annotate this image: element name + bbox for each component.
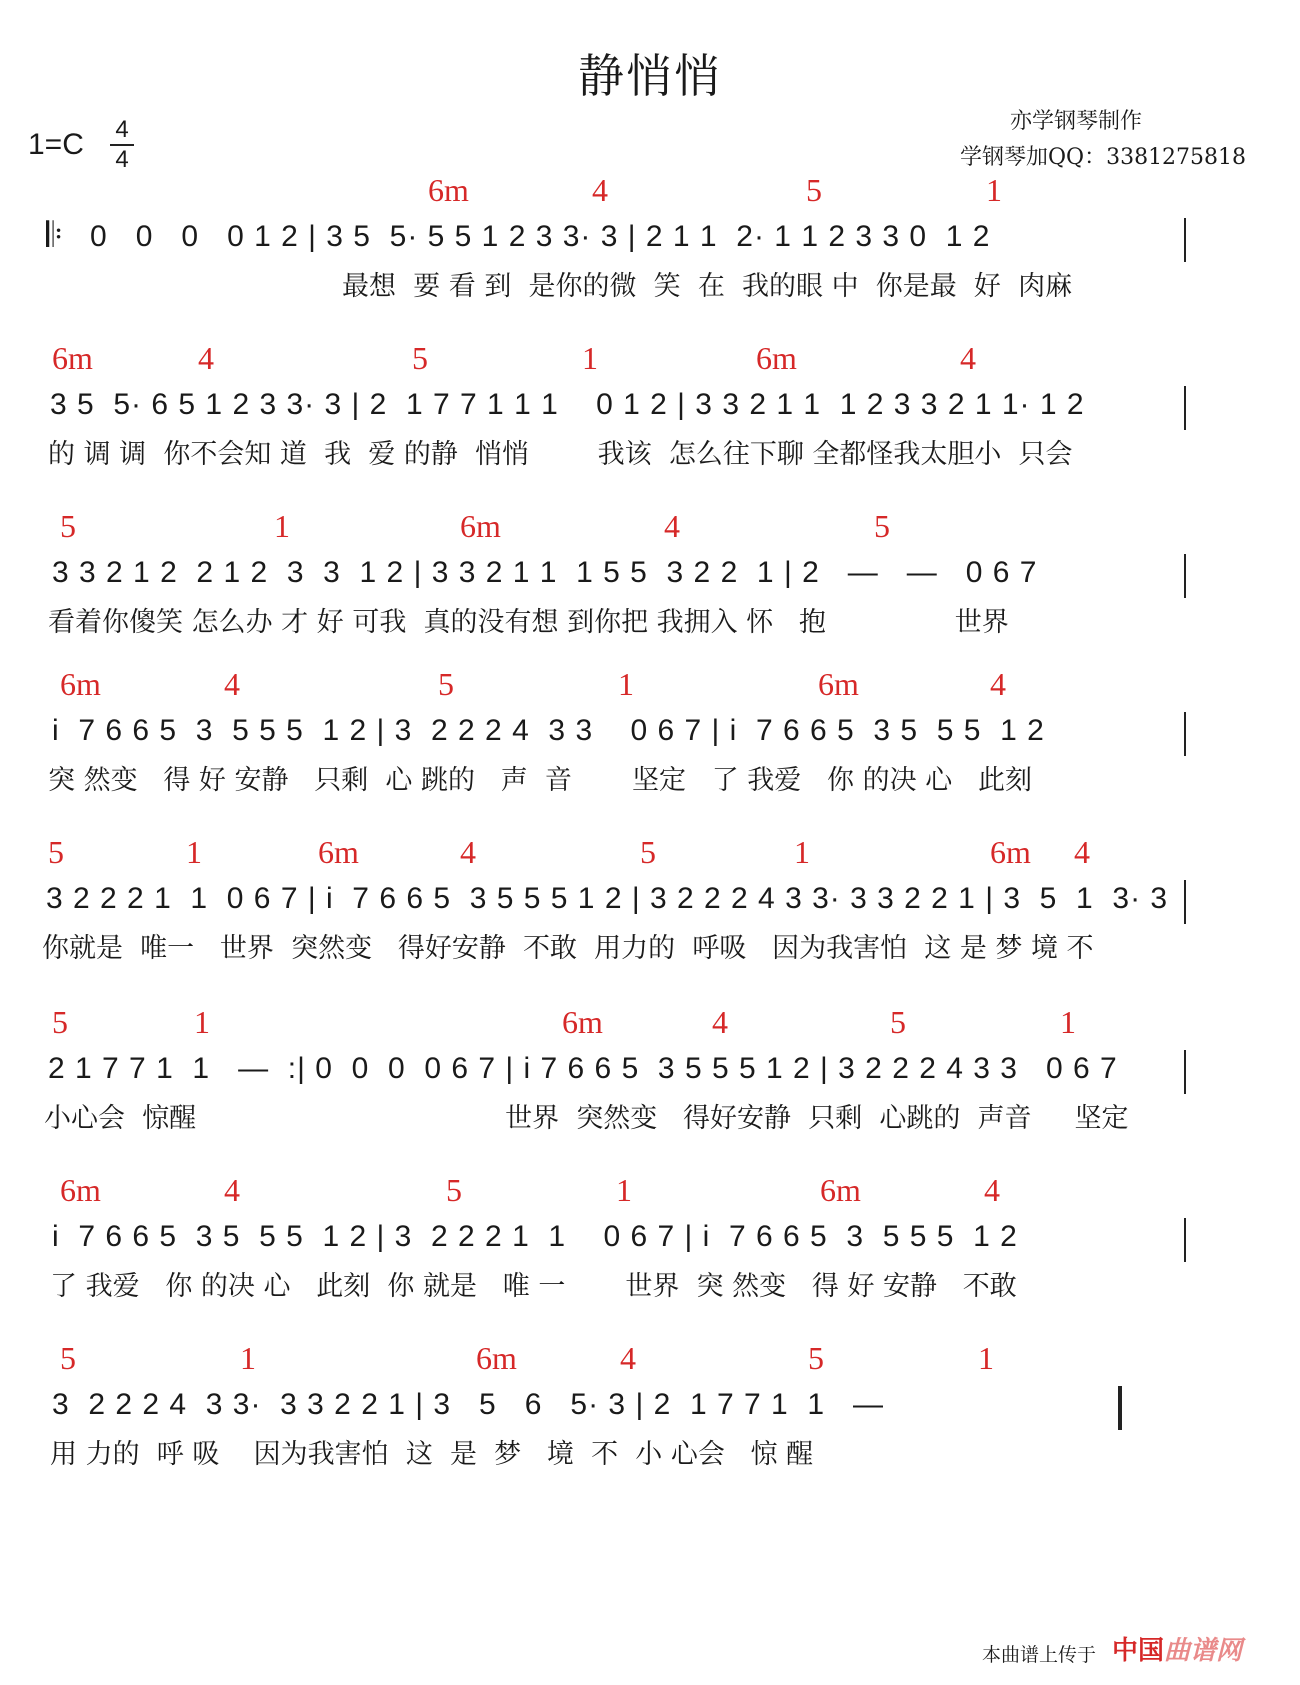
chord-symbol: 1 <box>582 340 598 376</box>
lyric-line: 了 我爱 你 的决 心 此刻 你 就是 唯 一 世界 突 然变 得 好 安静 不敢 <box>50 1271 1017 1302</box>
barline <box>1184 1050 1186 1094</box>
chord-symbol: 6m <box>52 340 93 376</box>
chord-symbol: 1 <box>274 508 290 544</box>
chord-symbol: 6m <box>820 1172 861 1208</box>
chord-symbol: 6m <box>818 666 859 702</box>
chord-symbol: 4 <box>460 834 476 870</box>
score-system-3 <box>0 508 1300 678</box>
site-logo <box>1112 1630 1242 1667</box>
lyric-line: 小心会 惊醒 世界 突然变 得好安静 只剩 心跳的 声音 坚定 <box>44 1103 1129 1134</box>
barline <box>1184 712 1186 756</box>
chord-symbol: 6m <box>756 340 797 376</box>
time-signature <box>108 118 136 172</box>
chord-symbol: 4 <box>592 172 608 208</box>
chord-symbol: 5 <box>890 1004 906 1040</box>
chord-symbol: 1 <box>794 834 810 870</box>
notation-line: 2 1 7 7 1 1 — :| 0 0 0 0 6 7 | i 7 6 6 5 3 5 5 5 1 2 | 3 2 2 2 4 3 3 0 6 7 <box>48 1052 1118 1085</box>
chord-symbol: 4 <box>990 666 1006 702</box>
chord-symbol: 4 <box>712 1004 728 1040</box>
chord-symbol: 5 <box>806 172 822 208</box>
arranger-credit: 亦学钢琴制作 <box>1010 109 1143 134</box>
chord-symbol: 4 <box>984 1172 1000 1208</box>
score-system-5 <box>0 834 1300 1004</box>
chord-symbol: 6m <box>476 1340 517 1376</box>
time-signature-bottom: 4 <box>115 146 129 173</box>
barline <box>1184 218 1186 262</box>
chord-symbol: 1 <box>986 172 1002 208</box>
chord-symbol: 1 <box>1060 1004 1076 1040</box>
lyric-line: 用 力的 呼 吸 因为我害怕 这 是 梦 境 不 小 心会 惊 醒 <box>50 1439 814 1470</box>
chord-symbol: 1 <box>186 834 202 870</box>
chord-symbol: 1 <box>616 1172 632 1208</box>
chord-symbol: 6m <box>60 1172 101 1208</box>
chord-symbol: 4 <box>1074 834 1090 870</box>
site-logo-part: 曲谱网 <box>1164 1636 1243 1666</box>
notation-line: 3 2 2 2 1 1 0 6 7 | i 7 6 6 5 3 5 5 5 1 2 | 3 2 2 2 4 3 3· 3 3 2 2 1 | 3 5 1 3· 3 <box>46 882 1169 915</box>
chord-symbol: 5 <box>60 1340 76 1376</box>
notation-line: 3 3 2 1 2 2 1 2 3 3 1 2 | 3 3 2 1 1 1 5 5 3 2 2 1 | 2 — — 0 6 7 <box>52 556 1038 589</box>
chord-symbol: 5 <box>48 834 64 870</box>
song-title: 静悄悄 <box>578 49 722 103</box>
notation-line: i 7 6 6 5 3 5 5 5 1 2 | 3 2 2 2 1 1 0 6 7 | i 7 6 6 5 3 5 5 5 1 2 <box>52 1220 1018 1253</box>
chord-symbol: 6m <box>60 666 101 702</box>
chord-symbol: 5 <box>640 834 656 870</box>
score-system-7 <box>0 1172 1300 1342</box>
score-system-6 <box>0 1004 1300 1174</box>
chord-symbol: 6m <box>460 508 501 544</box>
chord-symbol: 6m <box>428 172 469 208</box>
chord-symbol: 5 <box>60 508 76 544</box>
chord-symbol: 5 <box>446 1172 462 1208</box>
notation-line: i 7 6 6 5 3 5 5 5 1 2 | 3 2 2 2 4 3 3 0 6 7 | i 7 6 6 5 3 5 5 5 1 2 <box>52 714 1045 747</box>
notation-line: 3 2 2 2 4 3 3· 3 3 2 2 1 | 3 5 6 5· 3 | 2 1 7 7 1 1 — <box>52 1388 885 1421</box>
score-system-4 <box>0 666 1300 836</box>
chord-symbol: 4 <box>960 340 976 376</box>
chord-symbol: 1 <box>978 1340 994 1376</box>
chord-symbol: 1 <box>618 666 634 702</box>
chord-symbol: 5 <box>874 508 890 544</box>
lyric-line: 的 调 调 你不会知 道 我 爱 的静 悄悄 我该 怎么往下聊 全都怪我太胆小 只会 <box>48 439 1073 470</box>
key-signature: 1=C <box>28 128 84 161</box>
lyric-line: 你就是 唯一 世界 突然变 得好安静 不敢 用力的 呼吸 因为我害怕 这 是 梦 境 不 <box>42 933 1094 964</box>
chord-symbol: 5 <box>412 340 428 376</box>
lyric-line: 最想 要 看 到 是你的微 笑 在 我的眼 中 你是最 好 肉麻 <box>342 271 1073 302</box>
barline <box>1184 1218 1186 1262</box>
chord-symbol: 5 <box>52 1004 68 1040</box>
barline <box>1184 554 1186 598</box>
barline <box>1184 880 1186 924</box>
footer-caption: 本曲谱上传于 <box>982 1644 1097 1666</box>
site-logo-part: 中国 <box>1112 1636 1165 1666</box>
chord-symbol: 5 <box>438 666 454 702</box>
notation-line: 0 0 0 0 1 2 | 3 5 5· 5 5 1 2 3 3· 3 | 2 1 1 2· 1 1 2 3 3 0 1 2 <box>90 220 991 253</box>
chord-symbol: 6m <box>562 1004 603 1040</box>
contact-info: 学钢琴加QQ：3381275818 <box>960 145 1247 170</box>
lyric-line: 突 然变 得 好 安静 只剩 心 跳的 声 音 坚定 了 我爱 你 的决 心 此刻 <box>48 765 1032 796</box>
score-system-1 <box>0 172 1300 342</box>
final-barline <box>1118 1386 1122 1430</box>
chord-symbol: 6m <box>990 834 1031 870</box>
barline <box>1184 386 1186 430</box>
chord-symbol: 4 <box>620 1340 636 1376</box>
chord-symbol: 4 <box>224 1172 240 1208</box>
score-system-2 <box>0 340 1300 510</box>
score-system-8 <box>0 1340 1300 1510</box>
chord-symbol: 1 <box>240 1340 256 1376</box>
time-signature-top: 4 <box>115 116 129 143</box>
chord-symbol: 4 <box>224 666 240 702</box>
chord-symbol: 1 <box>194 1004 210 1040</box>
chord-symbol: 5 <box>808 1340 824 1376</box>
chord-symbol: 6m <box>318 834 359 870</box>
chord-symbol: 4 <box>664 508 680 544</box>
lyric-line: 看着你傻笑 怎么办 才 好 可我 真的没有想 到你把 我拥入 怀 抱 世界 <box>48 607 1009 638</box>
chord-symbol: 4 <box>198 340 214 376</box>
repeat-start-sign: 𝄆 <box>46 216 63 254</box>
notation-line: 3 5 5· 6 5 1 2 3 3· 3 | 2 1 7 7 1 1 1 0 1 2 | 3 3 2 1 1 1 2 3 3 2 1 1· 1 2 <box>50 388 1085 421</box>
